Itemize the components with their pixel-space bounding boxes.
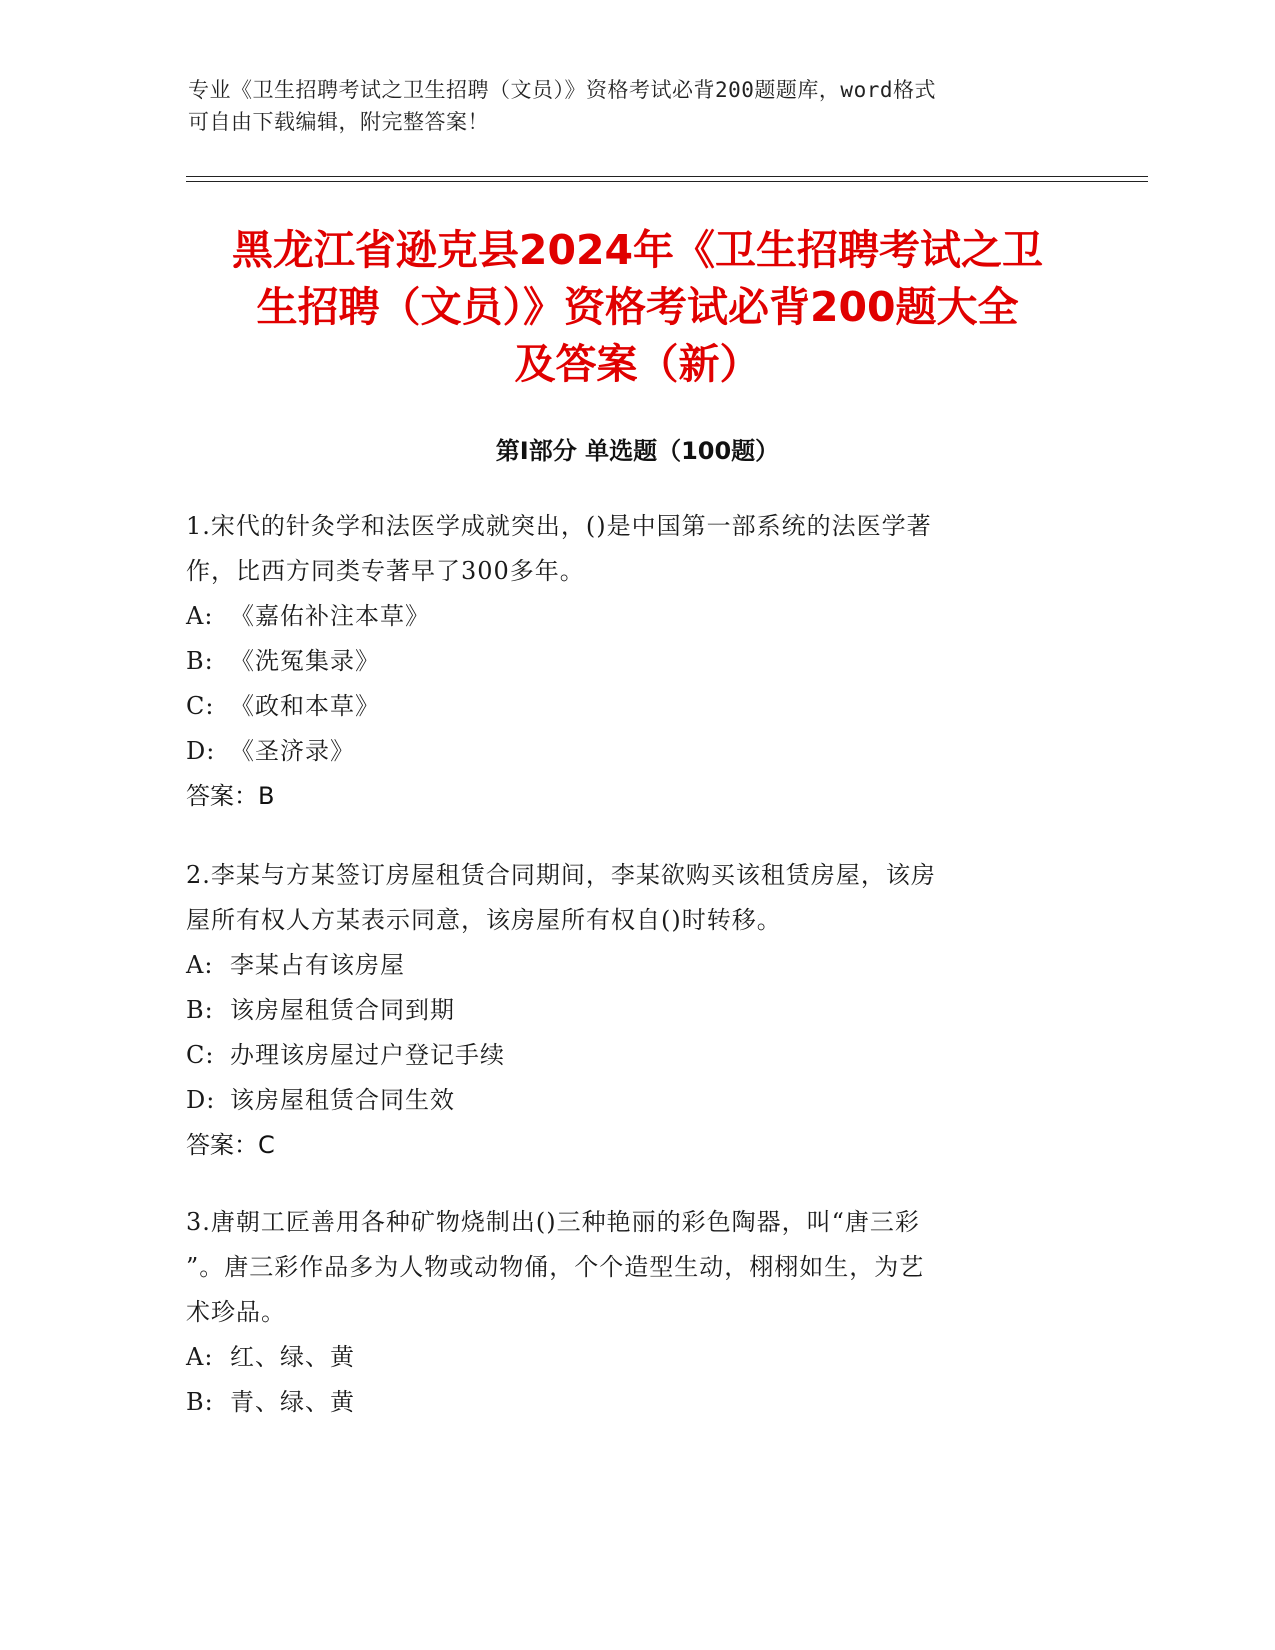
option-text: 《嘉佑补注本草》	[230, 602, 430, 630]
question-1	[186, 504, 1066, 819]
answer-line: 答案：B	[186, 782, 275, 810]
document-title	[160, 222, 1115, 393]
option-a	[186, 1335, 1066, 1380]
section-heading: 第Ⅰ部分 单选题（100题）	[495, 437, 780, 465]
option-letter: A:	[186, 602, 214, 630]
option-d	[186, 729, 1066, 774]
question-2	[186, 853, 1066, 1168]
option-c	[186, 1033, 1066, 1078]
header-note-line-2: 可自由下载编辑，附完整答案！	[188, 110, 489, 134]
option-text: 《洗冤集录》	[230, 647, 380, 675]
option-letter: D:	[186, 737, 216, 765]
option-text: 青、绿、黄	[230, 1388, 355, 1416]
option-text: 办理该房屋过户登记手续	[230, 1041, 505, 1069]
question-3	[186, 1200, 1066, 1425]
document-title-line-1: 黑龙江省逊克县2024年《卫生招聘考试之卫	[231, 226, 1044, 274]
option-text: 李某占有该房屋	[230, 951, 405, 979]
option-text: 《圣济录》	[230, 737, 355, 765]
header-note-line-1: 专业《卫生招聘考试之卫生招聘（文员）》资格考试必背200题题库，word格式	[188, 78, 936, 102]
option-text: 红、绿、黄	[230, 1343, 355, 1371]
question-stem-line: 屋所有权人方某表示同意，该房屋所有权自()时转移。	[186, 906, 782, 934]
header-divider-top	[186, 176, 1148, 177]
question-stem-line: ”。唐三彩作品多为人物或动物俑，个个造型生动，栩栩如生，为艺	[186, 1253, 925, 1281]
question-stem-line: 作，比西方同类专著早了300多年。	[186, 557, 585, 585]
header-note	[188, 74, 1068, 138]
option-letter: B:	[186, 996, 214, 1024]
option-d	[186, 1078, 1066, 1123]
option-text: 该房屋租赁合同生效	[230, 1086, 455, 1114]
option-letter: D:	[186, 1086, 216, 1114]
document-title-line-2: 生招聘（文员）》资格考试必背200题大全	[256, 283, 1019, 331]
option-c	[186, 684, 1066, 729]
option-b	[186, 988, 1066, 1033]
option-b	[186, 1380, 1066, 1425]
option-text: 《政和本草》	[230, 692, 380, 720]
question-stem-line: 术珍品。	[186, 1298, 286, 1326]
option-letter: C:	[186, 1041, 215, 1069]
answer-line: 答案：C	[186, 1131, 275, 1159]
question-stem-line: 1.宋代的针灸学和法医学成就突出，()是中国第一部系统的法医学著	[186, 512, 932, 540]
option-letter: A:	[186, 1343, 214, 1371]
header-divider-bottom	[186, 181, 1148, 182]
option-a	[186, 594, 1066, 639]
question-stem-line: 3.唐朝工匠善用各种矿物烧制出()三种艳丽的彩色陶器，叫“唐三彩	[186, 1208, 920, 1236]
option-letter: B:	[186, 1388, 214, 1416]
document-title-line-3: 及答案（新）	[514, 340, 761, 388]
option-text: 该房屋租赁合同到期	[230, 996, 455, 1024]
option-b	[186, 639, 1066, 684]
option-letter: C:	[186, 692, 215, 720]
option-letter: A:	[186, 951, 214, 979]
option-a	[186, 943, 1066, 988]
question-stem-line: 2.李某与方某签订房屋租赁合同期间，李某欲购买该租赁房屋，该房	[186, 861, 936, 889]
option-letter: B:	[186, 647, 214, 675]
